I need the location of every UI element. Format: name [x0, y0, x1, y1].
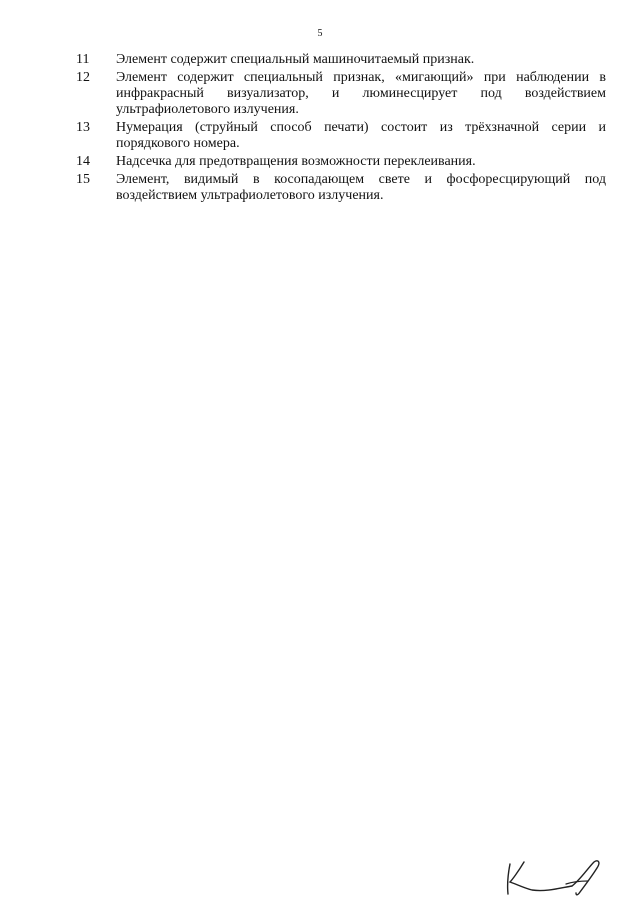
item-number: 13: [76, 120, 90, 135]
item-text: Элемент, видимый в косопадающем свете и фосфоресцирующий под воздействием ультрафиолетового излучения.: [116, 172, 606, 203]
item-text: Нумерация (струйный способ печати) состоит из трёхзначной серии и порядкового номера.: [116, 120, 606, 151]
item-number: 12: [76, 70, 90, 85]
item-list: [76, 52, 606, 206]
list-item: [76, 120, 606, 152]
item-text: Надсечка для предотвращения возможности переклеивания.: [116, 154, 476, 169]
item-text: Элемент содержит специальный машиночитаемый признак.: [116, 52, 475, 67]
page-number: 5: [317, 28, 323, 39]
item-text: Элемент содержит специальный признак, «мигающий» при наблюдении в инфракрасный визуализатор, и люминесцирует под воздействием ультрафиолетового излучения.: [116, 70, 606, 117]
list-item: [76, 52, 606, 68]
item-number: 14: [76, 154, 90, 169]
list-item: [76, 154, 606, 170]
handwritten-signature-icon: [502, 858, 612, 898]
list-item: [76, 70, 606, 118]
item-number: 15: [76, 172, 90, 187]
item-number: 11: [76, 52, 90, 67]
list-item: [76, 172, 606, 204]
